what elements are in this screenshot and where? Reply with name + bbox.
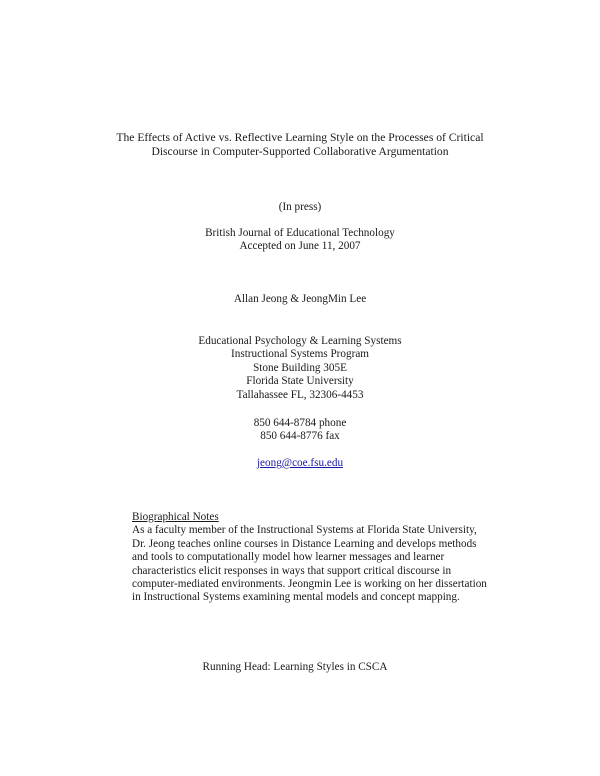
bio-line-5: computer-mediated environments. Jeongmin Lee is working on her dissertation [132,578,487,591]
bio-line-6: in Instructional Systems examining mental models and concept mapping. [132,591,460,604]
bio-line-3: and tools to computationally model how learner messages and learner [132,551,445,564]
paper-title-line-2: Discourse in Computer-Supported Collaborative Argumentation [151,145,449,158]
phone-number: 850 644-8784 phone [253,417,347,429]
press-status-text: (In press) [278,201,322,213]
bio-line-2: Dr. Jeong teaches online courses in Distance Learning and develops methods [132,537,477,550]
paper-title [0,131,600,159]
affiliation-line-5: Tallahassee FL, 32306-4453 [236,388,364,401]
journal-name: British Journal of Educational Technology [205,227,395,239]
bio-line-4: characteristics elicit responses in ways that support critical discourse in [132,564,452,577]
affiliation-line-2: Instructional Systems Program [231,348,369,361]
affiliation-line-4: Florida State University [246,375,354,388]
biographical-notes [132,511,512,605]
contact-info [0,417,600,444]
fax-number: 850 644-8776 fax [260,430,340,443]
affiliation-line-3: Stone Building 305E [253,361,347,374]
affiliation-line-1: Educational Psychology & Learning Systems [198,335,402,347]
authors [0,293,600,306]
email-block [0,457,600,470]
journal-info [0,227,600,254]
running-head-text: Running Head: Learning Styles in CSCA [202,661,388,673]
running-head [0,661,595,674]
bio-heading: Biographical Notes [132,511,219,523]
author-names: Allan Jeong & JeongMin Lee [233,293,367,305]
email-link[interactable]: jeong@coe.fsu.edu [256,457,344,469]
paper-title-line-1: The Effects of Active vs. Reflective Learning Style on the Processes of Critical [116,131,484,144]
bio-line-1: As a faculty member of the Instructional Systems at Florida State University, [132,524,477,537]
press-status [0,201,600,214]
acceptance-date: Accepted on June 11, 2007 [239,240,361,253]
affiliation [0,335,600,402]
